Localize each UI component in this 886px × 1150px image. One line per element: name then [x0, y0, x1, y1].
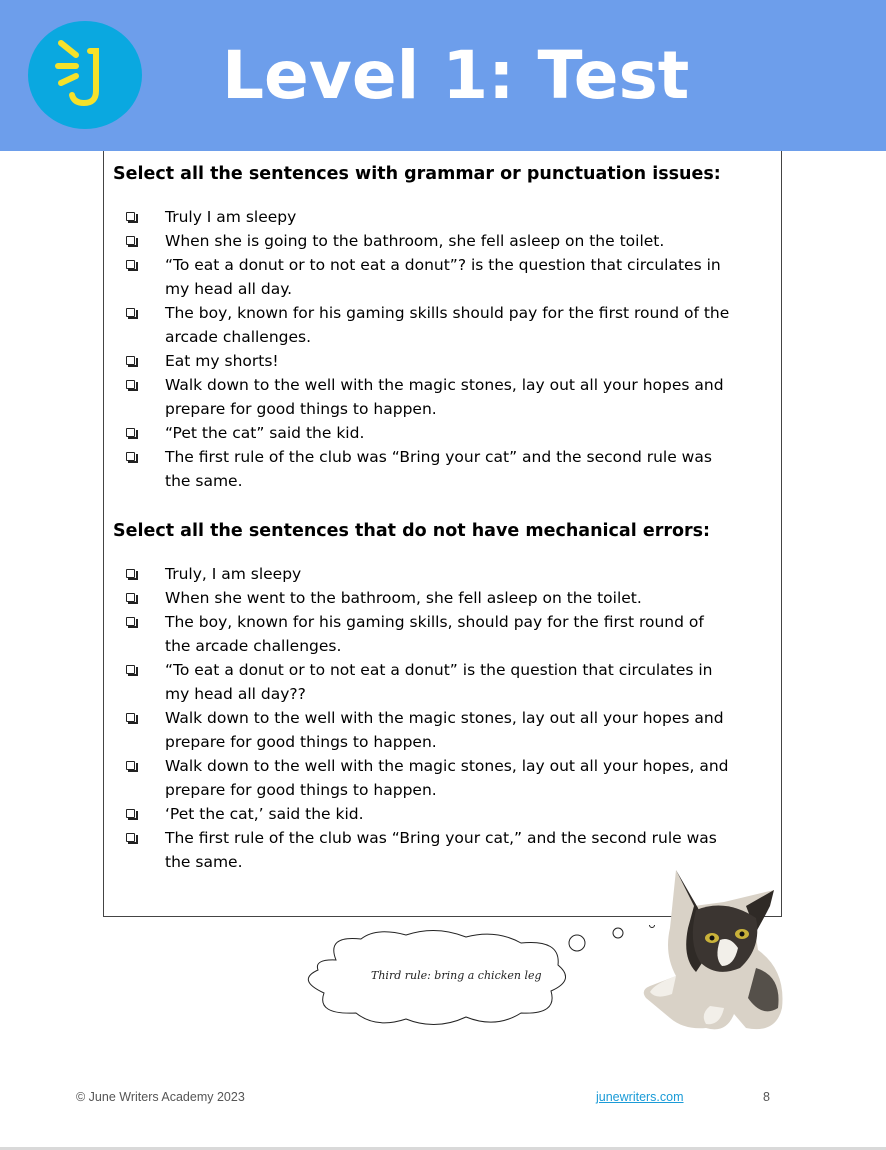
checkbox-icon[interactable]	[126, 713, 135, 722]
section-2-checklist	[126, 562, 776, 874]
checkbox-icon[interactable]	[126, 593, 135, 602]
section-1-option	[126, 229, 776, 253]
checkbox-icon[interactable]	[126, 380, 135, 389]
checkbox-icon[interactable]	[126, 236, 135, 245]
option-text: Eat my shorts!	[165, 352, 279, 370]
section-2-option	[126, 706, 776, 754]
option-text: The first rule of the club was “Bring your cat” and the second rule was	[165, 448, 712, 466]
section-2-heading: Select all the sentences that do not have mechanical errors:	[113, 521, 711, 541]
option-text: Truly I am sleepy	[165, 208, 297, 226]
page-number: 8	[763, 1090, 770, 1104]
section-2-option	[126, 802, 776, 826]
option-text: Walk down to the well with the magic stones, lay out all your hopes and	[165, 709, 724, 727]
checkbox-icon[interactable]	[126, 569, 135, 578]
option-text: “To eat a donut or to not eat a donut”? is the question that circulates in	[165, 256, 721, 274]
checkbox-icon[interactable]	[126, 761, 135, 770]
section-2-option	[126, 754, 776, 802]
checkbox-icon[interactable]	[126, 452, 135, 461]
checkbox-icon[interactable]	[126, 809, 135, 818]
option-text: The first rule of the club was “Bring your cat,” and the second rule was	[165, 829, 717, 847]
option-text: the arcade challenges.	[165, 637, 342, 655]
section-1-option	[126, 445, 776, 493]
section-1-option	[126, 301, 776, 349]
option-text: ‘Pet the cat,’ said the kid.	[165, 805, 364, 823]
option-text: my head all day??	[165, 685, 306, 703]
june-writers-logo-icon	[28, 21, 142, 129]
checkbox-icon[interactable]	[126, 833, 135, 842]
section-1-checklist	[126, 205, 776, 493]
section-2-option	[126, 610, 776, 658]
option-text: The boy, known for his gaming skills should pay for the first round of the	[165, 304, 730, 322]
section-1-option	[126, 421, 776, 445]
option-text: arcade challenges.	[165, 328, 312, 346]
option-text: Truly, I am sleepy	[165, 565, 302, 583]
checkbox-icon[interactable]	[126, 308, 135, 317]
cat-photo	[636, 858, 786, 1036]
section-2-option	[126, 586, 776, 610]
checkbox-icon[interactable]	[126, 356, 135, 365]
checkbox-icon[interactable]	[126, 665, 135, 674]
option-text: “To eat a donut or to not eat a donut” is the question that circulates in	[165, 661, 713, 679]
section-2-option	[126, 658, 776, 706]
option-text: my head all day.	[165, 280, 293, 298]
section-2-option	[126, 562, 776, 586]
section-1-option	[126, 205, 776, 229]
option-text: Walk down to the well with the magic stones, lay out all your hopes and	[165, 376, 724, 394]
checkbox-icon[interactable]	[126, 212, 135, 221]
option-text: When she is going to the bathroom, she fell asleep on the toilet.	[165, 232, 665, 250]
footer-website-link[interactable]: junewriters.com	[596, 1090, 684, 1104]
page-title: Level 1: Test	[222, 37, 690, 114]
option-text: The boy, known for his gaming skills, should pay for the first round of	[165, 613, 704, 631]
option-text: When she went to the bathroom, she fell asleep on the toilet.	[165, 589, 642, 607]
option-text: prepare for good things to happen.	[165, 781, 437, 799]
checkbox-icon[interactable]	[126, 428, 135, 437]
section-1-option	[126, 349, 776, 373]
option-text: prepare for good things to happen.	[165, 733, 437, 751]
footer-copyright: © June Writers Academy 2023	[76, 1090, 245, 1104]
option-text: prepare for good things to happen.	[165, 400, 437, 418]
option-text: “Pet the cat” said the kid.	[165, 424, 365, 442]
section-1-option	[126, 373, 776, 421]
option-text: the same.	[165, 472, 243, 490]
checkbox-icon[interactable]	[126, 617, 135, 626]
page-header	[0, 0, 886, 151]
option-text: the same.	[165, 853, 243, 871]
option-text: Walk down to the well with the magic stones, lay out all your hopes, and	[165, 757, 729, 775]
thought-bubble-text: Third rule: bring a chicken leg	[371, 969, 542, 982]
section-1-heading: Select all the sentences with grammar or punctuation issues:	[113, 164, 721, 184]
section-1-option	[126, 253, 776, 301]
checkbox-icon[interactable]	[126, 260, 135, 269]
